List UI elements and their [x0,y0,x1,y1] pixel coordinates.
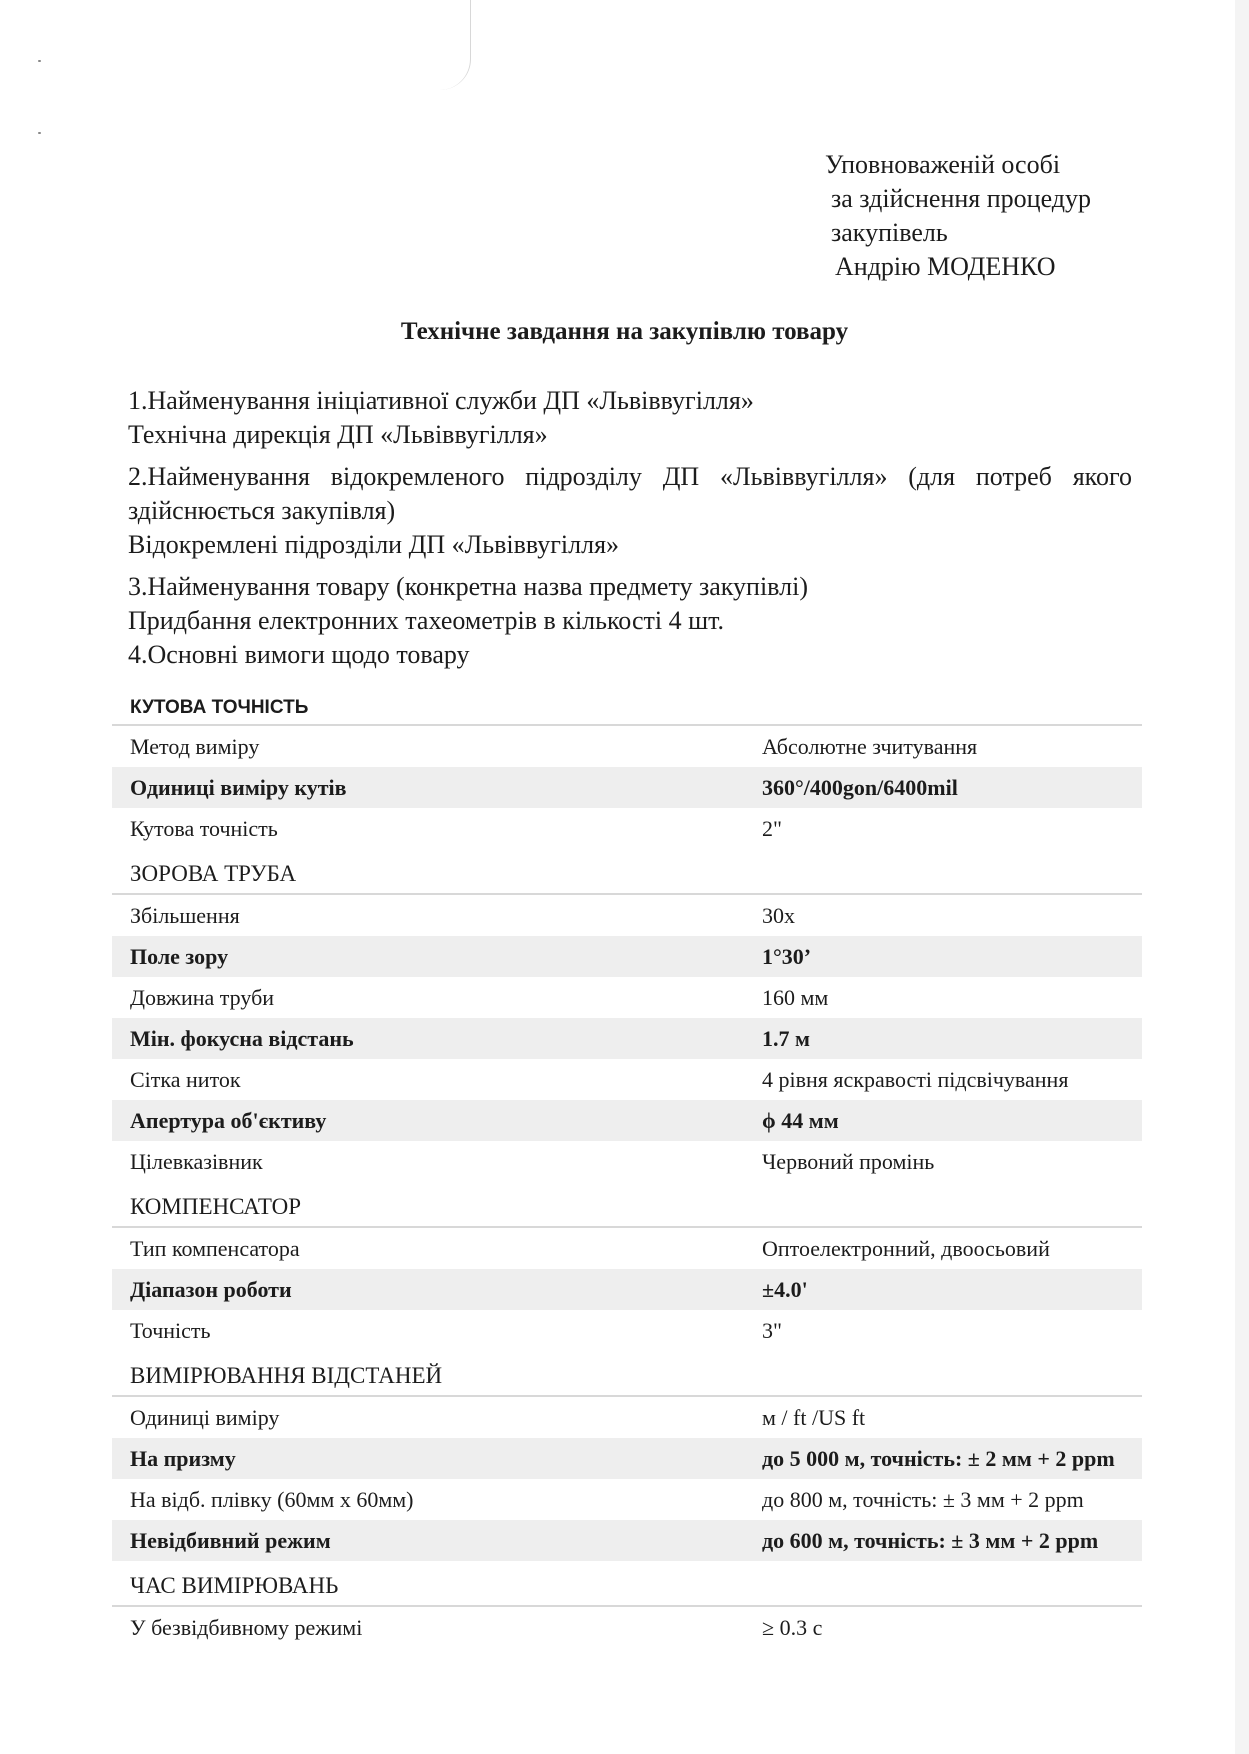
spec-row [112,936,1142,977]
addressee-name: Андрію МОДЕНКО [835,252,1056,281]
spec-value: 160 мм [762,985,829,1010]
spec-value: до 800 м, точність: ± 3 мм + 2 ppm [762,1487,1084,1512]
spec-value: 3" [762,1318,782,1343]
addressee-line: закупівель [831,218,948,247]
paper-fold-mark [440,0,471,90]
spec-value: 360°/400gon/6400mil [762,775,958,800]
spec-key: На відб. плівку (60мм х 60мм) [130,1487,414,1512]
spec-row [112,1397,1142,1438]
scan-speck [38,132,41,134]
spec-value: ≥ 0.3 с [762,1615,823,1640]
spec-value: Червоний промінь [762,1149,935,1174]
spec-row [112,1269,1142,1310]
spec-value: Абсолютне зчитування [762,734,978,759]
spec-key: На призму [130,1446,236,1471]
spec-value: до 600 м, точність: ± 3 мм + 2 ppm [762,1528,1099,1553]
spec-row [112,1310,1142,1351]
spec-key: Точність [130,1318,211,1343]
spec-key: Цілевказівник [130,1149,263,1174]
spec-key: Апертура об'єктиву [130,1108,327,1133]
spec-row [112,1100,1142,1141]
spec-key: Сітка ниток [130,1067,241,1092]
addressee-block [825,148,1091,284]
spec-row [112,726,1142,767]
addressee-line: за здійснення процедур [831,184,1092,213]
spec-group-heading: КУТОВА ТОЧНІСТЬ [112,692,1142,726]
spec-row [112,895,1142,936]
section-heading: 1.Найменування ініціативної служби ДП «Львіввугілля» [128,386,754,415]
spec-key: Тип компенсатора [130,1236,300,1261]
spec-value: 4 рівня яскравості підсвічування [762,1067,1069,1092]
spec-row [112,977,1142,1018]
spec-key: Метод виміру [130,734,260,759]
spec-key: Одиниці виміру кутів [130,775,347,800]
section-body: Технічна дирекція ДП «Львіввугілля» [128,420,548,449]
spec-value: ϕ 44 мм [762,1108,839,1133]
spec-key: Мін. фокусна відстань [130,1026,354,1051]
spec-row [112,1228,1142,1269]
sections [128,384,1132,680]
spec-key: Невідбивний режим [130,1528,331,1553]
spec-key: Діапазон роботи [130,1277,292,1302]
document-title: Технічне завдання на закупівлю товару [400,318,849,345]
spec-key: Кутова точність [130,816,278,841]
spec-value: до 5 000 м, точність: ± 2 мм + 2 ppm [762,1446,1115,1471]
section-product [128,570,1132,638]
spec-group-heading: ВИМІРЮВАННЯ ВІДСТАНЕЙ [112,1351,1142,1397]
spec-group-heading: КОМПЕНСАТОР [112,1182,1142,1228]
spec-row [112,767,1142,808]
spec-value: 2" [762,816,782,841]
section-body: Придбання електронних тахеометрів в кількості 4 шт. [128,606,725,635]
section-requirements [128,638,1132,672]
section-heading: 2.Найменування відокремленого підрозділу ДП «Львіввугілля» (для потреб якого здійснюється закупівля) [128,462,1132,525]
spec-row [112,1018,1142,1059]
spec-group-heading: ЧАС ВИМІРЮВАНЬ [112,1561,1142,1607]
spec-key: Одиниці виміру [130,1405,280,1430]
spec-value: ±4.0' [762,1277,808,1302]
spec-value: 30x [762,903,795,928]
section-subdivision [128,460,1132,562]
section-heading: 4.Основні вимоги щодо товару [128,640,470,669]
section-heading: 3.Найменування товару (конкретна назва предмету закупівлі) [128,572,808,601]
scan-speck [38,60,41,62]
scan-edge [1235,0,1249,1754]
spec-row [112,1520,1142,1561]
spec-value: 1.7 м [762,1026,810,1051]
spec-group-heading: ЗОРОВА ТРУБА [112,849,1142,895]
spec-value: Оптоелектронний, двоосьовий [762,1236,1050,1261]
spec-table [112,692,1142,1648]
spec-row [112,1059,1142,1100]
addressee-line: Уповноваженій особі [825,150,1061,179]
spec-row [112,1438,1142,1479]
section-body: Відокремлені підрозділи ДП «Львіввугілля» [128,530,620,559]
spec-row [112,1141,1142,1182]
spec-row [112,1479,1142,1520]
spec-row [112,808,1142,849]
spec-value: м / ft /US ft [762,1405,866,1430]
spec-row [112,1607,1142,1648]
spec-key: Поле зору [130,944,229,969]
spec-key: У безвідбивному режимі [130,1615,363,1640]
spec-value: 1°30’ [762,944,812,969]
spec-key: Довжина труби [130,985,275,1010]
spec-key: Збільшення [130,903,240,928]
section-initiator [128,384,1132,452]
